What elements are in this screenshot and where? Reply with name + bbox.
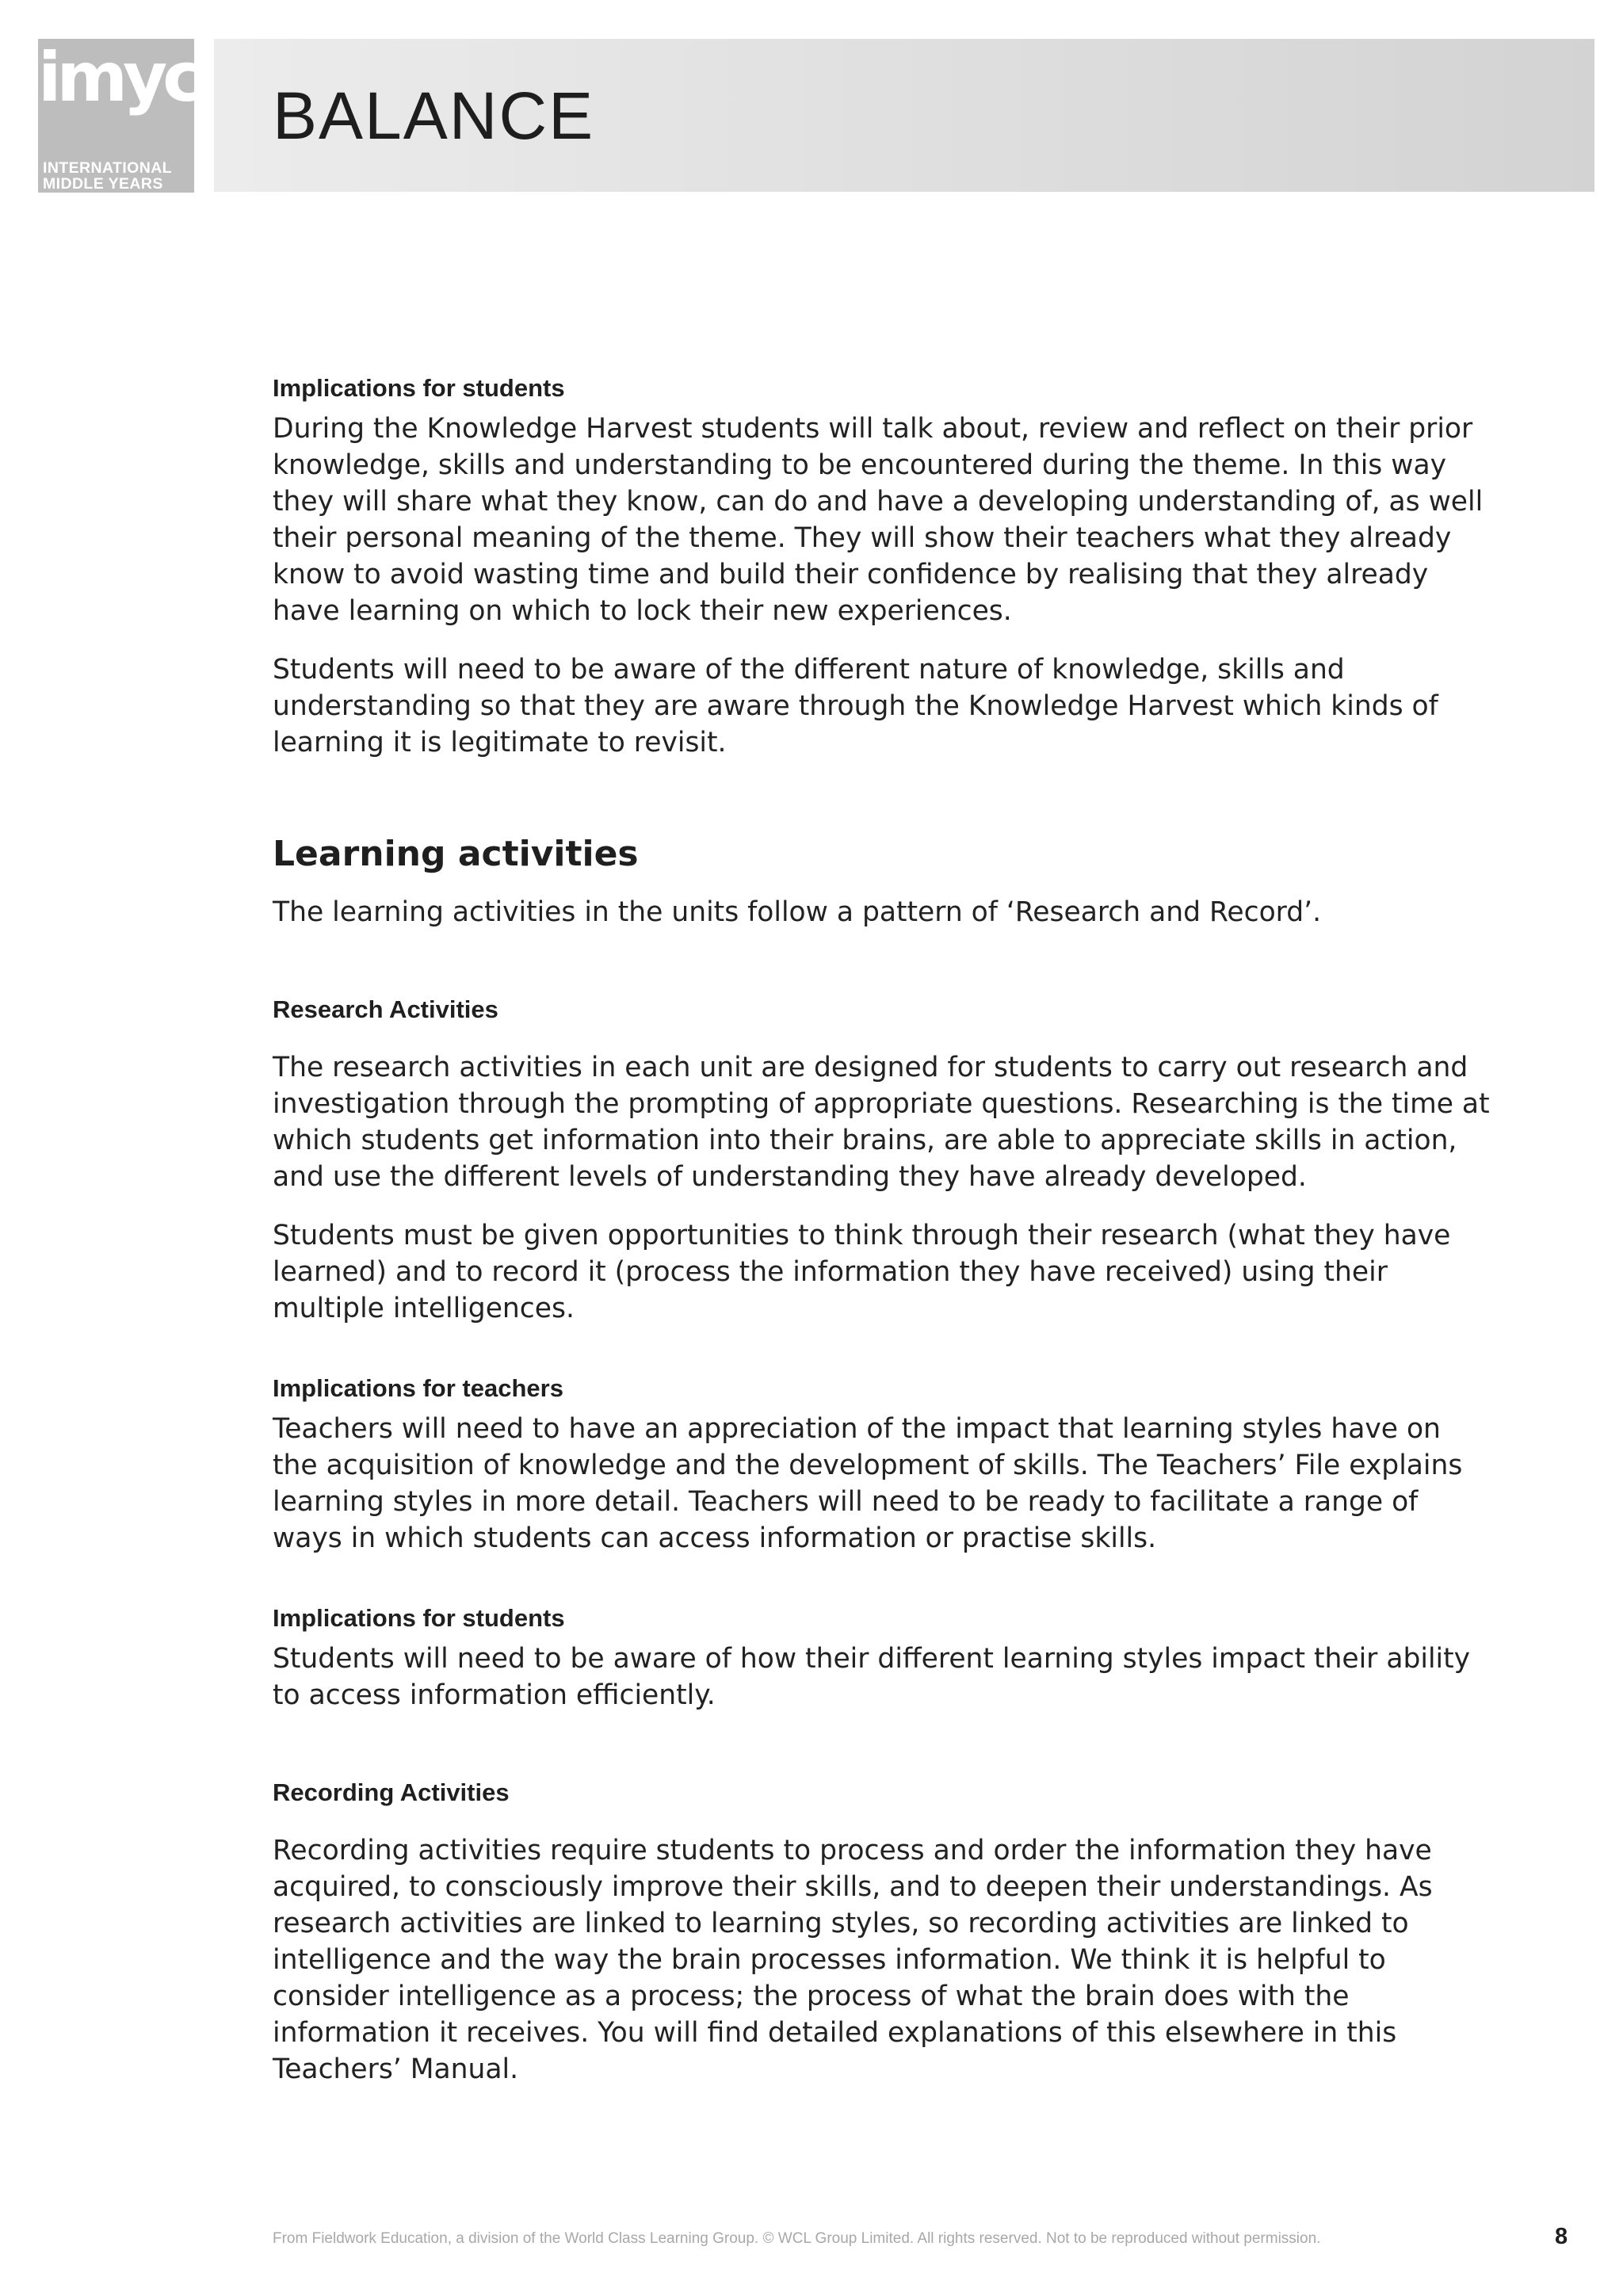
page-title: BALANCE (273, 78, 595, 153)
recording-activities-paragraph: Recording activities require students to process and order the information they have acquired, to consciously improve their skills, and to deepen their understandings. As research activities are linked to learning styles, so recording activities are linked to intelligence and the way the brain processes information. We think it is helpful to consider intelligence as a process; the process of what the brain does with the information it receives. You will find detailed explanations of this elsewhere in this Teachers’ Manual. (273, 1835, 1433, 2085)
learning-activities-paragraph: The learning activities in the units follow a pattern of ‘Research and Record’. (273, 896, 1322, 928)
logo-line-2: MIDDLE YEARS (43, 175, 163, 193)
learning-activities-heading: Learning activities (273, 834, 639, 874)
header-bar (214, 39, 1594, 192)
research-activities-paragraph-2: Students must be given opportunities to think through their research (what they have learned) and to record it (process the information they have received) using their multiple intelligences. (273, 1220, 1451, 1324)
implications-teachers-heading: Implications for teachers (273, 1374, 563, 1402)
copyright-notice: From Fieldwork Education, a division of the World Class Learning Group. © WCL Group Limited. All rights reserved. Not to be reproduced without permission. (273, 2230, 1321, 2247)
logo-subtitle (43, 160, 193, 208)
logo-line-3: CURRICULUM (43, 191, 151, 208)
imyc-logo (38, 38, 199, 208)
main-content (273, 371, 1493, 2088)
recording-activities-heading: Recording Activities (273, 1778, 510, 1806)
page-number: 8 (1555, 2224, 1568, 2249)
implications-teachers-paragraph: Teachers will need to have an appreciation of the impact that learning styles have on the acquisition of knowledge and the development of skills. The Teachers’ File explains learning styles in more detail. Teachers will need to be ready to facilitate a range of ways in which students can access information or practise skills. (273, 1413, 1463, 1554)
implications-students-paragraph-3: Students will need to be aware of how their different learning styles impact their ability to access information efficiently. (273, 1643, 1471, 1711)
research-activities-heading: Research Activities (273, 995, 498, 1023)
implications-students-heading-2: Implications for students (273, 1604, 565, 1632)
logo-wordmark: imyc (38, 38, 199, 117)
implications-students-paragraph-1: During the Knowledge Harvest students will talk about, review and reflect on their prior knowledge, skills and understanding to be encountered during the theme. In this way they will share what they know, can do and have a developing understanding of, as well their personal meaning of the theme. They will show their teachers what they already know to avoid wasting time and build their confidence by realising that they already have learning on which to lock their new experiences. (273, 413, 1484, 627)
implications-students-heading: Implications for students (273, 374, 565, 402)
implications-students-paragraph-2: Students will need to be aware of the different nature of knowledge, skills and understanding so that they are aware through the Knowledge Harvest which kinds of learning it is legitimate to revisit. (273, 654, 1438, 758)
logo-line-1: INTERNATIONAL (43, 159, 172, 177)
research-activities-paragraph-1: The research activities in each unit are designed for students to carry out research and investigation through the prompting of appropriate questions. Researching is the time at which students get information into their brains, are able to appreciate skills in action, and use the different levels of understanding they have already developed. (273, 1052, 1490, 1193)
